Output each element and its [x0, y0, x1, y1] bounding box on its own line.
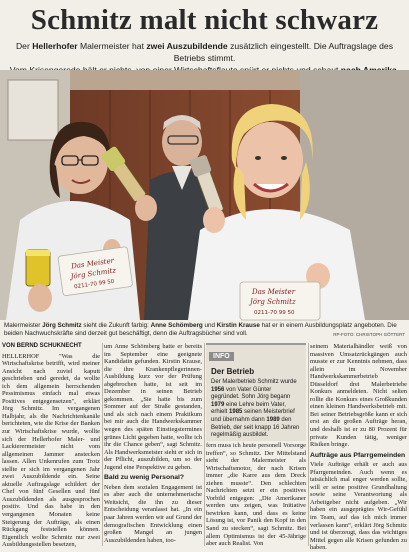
- photo-illustration: [0, 70, 409, 320]
- column-3-text: fern muss ich heute personell Vorsorge treffen“, so Schmitz. Der Mittelstand sieht der Malermeister als Wirtschaftsmotor, der nach Krisen immer „die Karre aus dem Dreck ziehen musste“. Den schlechten Nachrichten setzt er ein positives Vorbild entgegen: „Die Amerikaner werden uns zeigen, was Initiative bewirken kann, und dass es keine Lösung ist, vor Panik den Kopf in den Sand zu stecken“, sagt Schmitz. Bei allem Optimismus ist der 45-Jährige aber auch Realist. Von: [206, 442, 306, 548]
- column-rule: [102, 343, 103, 546]
- column-2b-text: Neben dem sozialen Engagement ist es aber auch die unternehmerische Weitsicht, die ihn zu dieser Entscheidung veranlasst hat. „In ein paar Jahren werden wir auf Grund der demografischen Entwicklung einen großen Mangel an jungen Auszubildenden haben, too-: [104, 483, 202, 544]
- dek-line-1: Der Hellerhofer Malermeister hat zwei Auszubildende zusätzlich eingestellt. Die Auftragslage des Betriebs stimmt.: [15, 41, 394, 63]
- column-3: [206, 442, 306, 546]
- column-4: [310, 343, 407, 552]
- info-text: Der Malerbetrieb Schmitz wurde 1956 von Vater Günter gegründet. Sohn Jörg begann 1979 eine Lehre beim Vater, erhielt 1985 seinen Meisterbrief und übernahm dann 1989 den Betrieb, der seit knapp 16 Jahren regelmäßig ausbildet.: [211, 379, 300, 439]
- column-4b-text: Viele Aufträge erhält er auch aus Pfarrgemeinden. Auch wenn es tatsächlich mal enger werden sollte, will er seine positive Grundhaltung sowie seine Verantwortung als Arbeitgeber nicht aufgeben. „Wir haben ein ausgeprägtes Wir-Gefühl im Team, auf das ich mich immer verlassen kann“, erklärt Jörg Schmitz und ist überzeugt, dass das wichtiges Mittel gegen alle Krisen gefunden zu haben.: [310, 461, 407, 552]
- photo-caption: Malermeister Jörg Schmitz sieht die Zukunft farbig: Anne Schömberg und Kirstin Krause hat er in einem Ausbildungsplatz angeboten. Die beiden Nachwuchskräfte sind derzeit gut beschäftigt, denn die Auftragsbücher sind voll. RP-FOTO: CHRISTOPH GÖTTERT: [4, 322, 405, 337]
- column-2-text: um Anne Schömberg hatte er bereits im September eine geeignete Kandidatin gefunden. Kirstin Krause, die ihre Krankenpflegerinnen-Ausbildung kurz vor der Prüfung abgebrochen hatte, ist seit im Dezember in seinen Betrieb gekommen. „Sie hatte bis zum Sommer auf der Straße gestanden, und als sich nach einem Praktikum bei mir auch die Handwerkskammer wegen des späten Einstiegstermines grünes Licht gegeben hatte, wollte ich ihr die Chance geben“, sagt Schmitz. Als Handwerksmeister sieht er sich in der Pflicht, auszubilden, um so der Jugend eine Perspektive zu geben.: [104, 343, 202, 471]
- column-4-text: seinem Materialhändler weiß von massiven Umsatzrückgängen auch musste er zur Kenntnis nehmen, dass allein im November Handwerkskammerbetrieb Düsseldorf drei Malerbetriebe Konkurs anmeldeten. Nicht selten rollte die Konkurs eines Großkunden einen kleinen Handwerksbetrieb mit. Bei seiner Betriebsgröße kann er sich erst an die großen Aufträge heran, und deshalb ist er zu 80 Prozent für private Kunden tätig, weniger Risiken bringe.: [310, 343, 407, 449]
- column-1-text: HELLERHOF "Was die Wirtschaftskrise betrifft, wird meiner Ansicht nach zuviel kaputt geschrieben und geredet, da wollte ich dem allgemein herrschenden Pessimismus einfach mal etwas Positives entgegensetzen", erklärt Jörg Schmitz. Im vergangenen Halbjahr, als die Nachrichtenkanäle berichteten, wie die Krise der Banken zur Wirtschaftskrise wurde, wollte sich der Hellerhofer Maler- und Lackierermeister nicht vom allgemeinen Jammer anstecken lassen. Allen Unkenrufen zum Trotz stellte er sich im vergangenen Jahr zwei Auszubildende ein. Seine aktuelle Auftragslage schildert der Chef von fünf Gesellen und fünf Auszubildenden als ausgesprochen positiv. Und das habe in den vergangenen Monaten keine Steigerung der Aufträge, als einen Rückgang feststellen können. Eigentlich wollte Schmitz nur zwei Ausbildungsstellen besetzen,: [2, 352, 100, 549]
- subheading-pfarrgemeinden: Aufträge aus Pfarrgemeinden: [310, 451, 406, 459]
- photo-credit: RP-FOTO: CHRISTOPH GÖTTERT: [333, 332, 405, 337]
- sign-left-phone: 0211-70 99 50: [73, 278, 115, 291]
- info-box: [206, 343, 306, 441]
- sign-left-line1: Das Meister: [70, 256, 115, 271]
- info-title: Der Betrieb: [211, 367, 255, 376]
- column-rule: [308, 343, 309, 546]
- sign-right-line1: Das Meister: [252, 288, 296, 296]
- byline: VON BERND SCHUKNECHT: [2, 343, 82, 349]
- article-headline: Schmitz malt nicht schwarz: [30, 4, 379, 36]
- sign-right-line2: Jörg Schmitz: [250, 298, 296, 306]
- article-photo: [0, 70, 409, 320]
- sign-right-phone: 0211-70 99 50: [254, 310, 295, 316]
- column-2: [104, 343, 202, 546]
- sign-left-line2: Jörg Schmitz: [70, 266, 117, 281]
- column-1: [2, 343, 100, 549]
- column-rule: [204, 343, 205, 546]
- info-tag: INFO: [209, 352, 234, 361]
- subheading-personal: Bald zu wenig Personal?: [104, 474, 185, 482]
